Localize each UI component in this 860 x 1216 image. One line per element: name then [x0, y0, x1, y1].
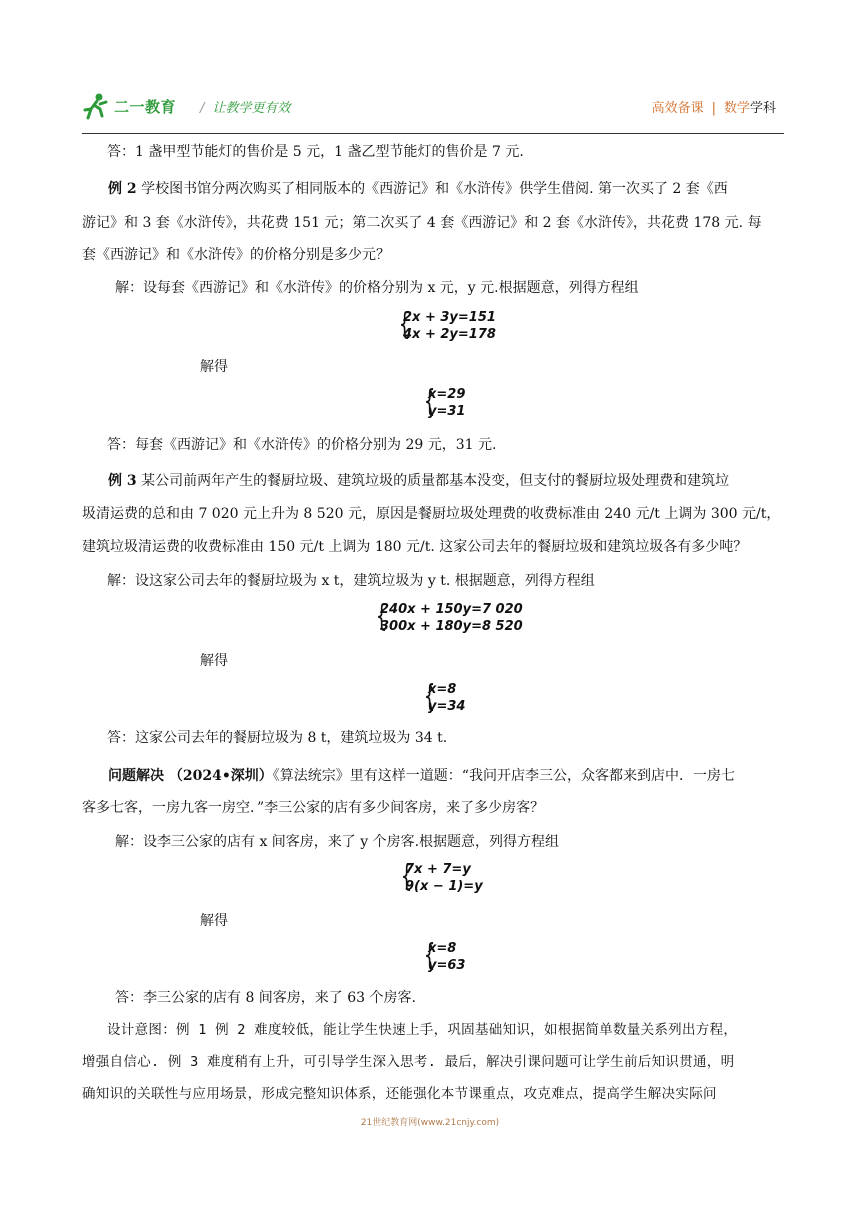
- result-row: y=34: [428, 699, 466, 714]
- design-note-line-2: 增强自信心. 例 3 难度稍有上升，可引导学生深入思考. 最后，解决引课问题可让学生前后知识贯通，明: [82, 1054, 735, 1070]
- equation-row: 7x + 7=y: [405, 862, 471, 877]
- example-3-solution: 解：设这家公司去年的餐厨垃圾为 x t，建筑垃圾为 y t. 根据题意，列得方程组: [107, 573, 595, 589]
- brace-icon: {: [423, 384, 436, 419]
- result-row: x=29: [428, 387, 466, 402]
- problem-line-a: [82, 763, 784, 789]
- example-2-solution: 解：设每套《西游记》和《水浒传》的价格分别为 x 元，y 元.根据题意，列得方程组: [115, 280, 639, 296]
- example-2-equations: [398, 307, 496, 343]
- equation-row: 2x + 3y=151: [403, 310, 496, 325]
- tag-subject: 学科: [749, 101, 776, 116]
- example-2-label: 例 2: [108, 181, 137, 197]
- slogan-text: 让教学更有效: [212, 101, 291, 116]
- subject-tag: [652, 97, 776, 116]
- result-row: x=8: [428, 941, 457, 956]
- brand-name: 二一教育: [114, 98, 177, 116]
- problem-label: 问题解决 （2024•深圳）: [108, 768, 273, 784]
- problem-answer: 答：李三公家的店有 8 间客房，来了 63 个房客.: [115, 990, 416, 1006]
- brace-icon: {: [375, 599, 388, 634]
- example-3-equations: [375, 599, 523, 635]
- equation-row: 9(x − 1)=y: [405, 879, 483, 894]
- problem-line-b: 客多七客，一房九客一房空．”李三公家的店有多少间客房，来了多少房客？: [82, 800, 545, 816]
- tag-efficient-prep: 高效备课: [651, 101, 704, 116]
- design-note-line-3: 确知识的关联性与应用场景，形成完整知识体系，还能强化本节课重点，攻克难点，提高学生解决实际问: [82, 1086, 717, 1102]
- footer-source: 21世纪教育网(www.21cnjy.com): [360, 1118, 500, 1128]
- example-3-line-a: [82, 468, 784, 494]
- example-3-line-c: 建筑垃圾清运费的收费标准由 150 元/t 上调为 180 元/t. 这家公司去年的餐厨垃圾和建筑垃圾各有多少吨？: [82, 539, 748, 555]
- design-note-line-1: 设计意图：例 1 例 2 难度较低，能让学生快速上手，巩固基础知识，如根据简单数量关系列出方程，: [107, 1022, 738, 1038]
- example-2-line-b: 游记》和 3 套《水浒传》，共花费 151 元；第二次买了 4 套《西游记》和 2 套《水浒传》，共花费 178 元. 每: [82, 215, 762, 231]
- page-header: [82, 88, 784, 128]
- example-2-text-a: 学校图书馆分两次购买了相同版本的《西游记》和《水浒传》供学生借阅. 第一次买了 2 套《西: [136, 181, 728, 197]
- example-3-result: [423, 679, 466, 715]
- result-row: y=31: [428, 404, 466, 419]
- solve-label-3: 解得: [200, 913, 228, 929]
- runner-logo-icon: [82, 92, 108, 122]
- header-divider: [82, 133, 784, 134]
- example-2-line-c: 套《西游记》和《水浒传》的价格分别是多少元？: [82, 247, 390, 263]
- equation-row: 4x + 2y=178: [403, 327, 496, 342]
- tag-separator: |: [711, 101, 716, 116]
- example-3-text-a: 某公司前两年产生的餐厨垃圾、建筑垃圾的质量都基本没变，但支付的餐厨垃圾处理费和建筑垃: [136, 473, 730, 489]
- tag-math: 数学: [723, 101, 750, 116]
- brace-icon: {: [423, 938, 436, 973]
- equation-row: 300x + 180y=8 520: [380, 619, 523, 634]
- result-row: y=63: [428, 958, 466, 973]
- problem-text-a: 《算法统宗》里有这样一道题：“我问开店李三公，众客都来到店中．一房七: [272, 768, 735, 784]
- example-3-label: 例 3: [108, 473, 137, 489]
- problem-equations: [400, 859, 483, 895]
- example-2-line-a: [82, 176, 784, 202]
- example-2-result: [423, 384, 466, 420]
- answer-line-1: 答：1 盏甲型节能灯的售价是 5 元，1 盏乙型节能灯的售价是 7 元.: [107, 144, 524, 160]
- brace-icon: {: [423, 679, 436, 714]
- slogan: / 让教学更有效: [200, 101, 291, 116]
- problem-solution: 解：设李三公家的店有 x 间客房，来了 y 个房客.根据题意，列得方程组: [115, 834, 560, 850]
- example-3-line-b: 圾清运费的总和由 7 020 元上升为 8 520 元，原因是餐厨垃圾处理费的收费标准由 240 元/t 上调为 300 元/t，: [82, 506, 781, 522]
- example-3-answer: 答：这家公司去年的餐厨垃圾为 8 t，建筑垃圾为 34 t.: [107, 730, 448, 746]
- solve-label-2: 解得: [200, 653, 228, 669]
- example-2-answer: 答：每套《西游记》和《水浒传》的价格分别为 29 元，31 元.: [107, 437, 497, 453]
- brace-icon: {: [400, 859, 413, 894]
- problem-result: [423, 938, 466, 974]
- equation-row: 240x + 150y=7 020: [380, 602, 523, 617]
- solve-label-1: 解得: [200, 359, 228, 375]
- brace-icon: {: [398, 307, 411, 342]
- result-row: x=8: [428, 682, 457, 697]
